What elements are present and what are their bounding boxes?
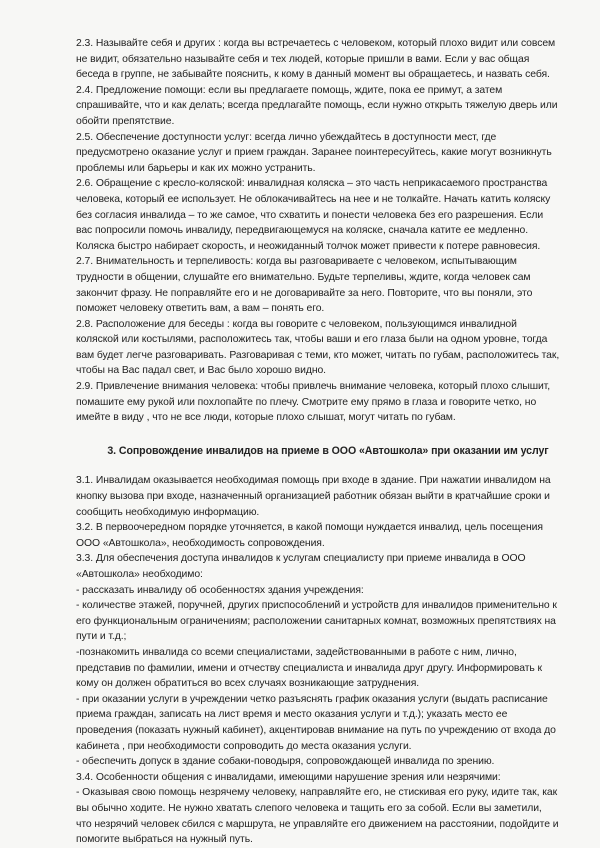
paragraph-3-4: 3.4. Особенности общения с инвалидами, имеющими нарушение зрения или незрячими: [76, 771, 501, 783]
paragraph-3-1: 3.1. Инвалидам оказывается необходимая помощь при входе в здание. При нажатии инвалидом на кнопку вызова при входе, назначенный организацией работник обязан выйти в кратчайшие сроки и сообщить необходимую информацию. [76, 475, 551, 518]
section-3-body [76, 473, 560, 847]
list-item-floors: - количестве этажей, поручней, других приспособлений и устройств для инвалидов применительно к его функциональным ограничениям; расположении санитарных комнат, возможных препятствиях на пути и т.д.; [76, 600, 557, 643]
paragraph-2-3: 2.3. Называйте себя и других : когда вы встречаетесь с человеком, который плохо видит или совсем не видит, обязательно называйте себя и тех людей, которые пришли в вами. Если у вас общая беседа в группе, не забывайте пояснить, к кому в данный момент вы обращаетесь, и назвать себя. [76, 38, 556, 81]
list-item-introduce-specialists: -познакомить инвалида со всеми специалистами, задействованными в работе с ним, лично, представив по фамилии, имени и отчеству специалиста и инвалида друг другу. Информировать к кому он должен обратиться во всех случаях возникающие затруднения. [76, 646, 542, 690]
section-3-heading: 3. Сопровождение инвалидов на приеме в ООО «Автошкола» при оказании им услуг [107, 444, 549, 457]
section-2-guidelines [76, 36, 560, 426]
list-item-guide-dog: - обеспечить допуск в здание собаки-поводыря, сопровождающей инвалида по зрению. [76, 756, 495, 768]
paragraph-3-3: 3.3. Для обеспечения доступа инвалидов к услугам специалисту при приеме инвалида в ООО «Автошкола» необходимо: [76, 553, 526, 580]
paragraph-2-9: 2.9. Привлечение внимания человека: чтобы привлечь внимание человека, который плохо слышит, помашите ему рукой или похлопайте по плечу. Смотрите ему прямо в глаза и говорите четко, но имейте в виду , что не все люди, которые плохо слышат, могут читать по губам. [76, 381, 551, 424]
paragraph-3-2: 3.2. В первоочередном порядке уточняется, в какой помощи нуждается инвалид, цель посещения ООО «Автошкола», необходимость сопровождения. [76, 522, 543, 549]
paragraph-2-6: 2.6. Обращение с кресло-коляской: инвалидная коляска – это часть неприкасаемого пространства человека, который ее использует. Не облокачивайтесь на нее и не толкайте. Начать катить коляску без согласия инвалида – то же самое, что схватить и понести человека без его разрешения. Если вас попросили помочь инвалиду, передвигающемуся на коляске, сначала катите ее медленно. Коляска быстро набирает скорость, и неожиданный толчок может привести к потере равновесия. [76, 178, 551, 252]
paragraph-2-5: 2.5. Обеспечение доступности услуг: всегда лично убеждайтесь в доступности мест, где предусмотрено оказание услуг и прием граждан. Заранее поинтересуйтесь, какие могут возникнуть проблемы или барьеры и как их можно устранить. [76, 131, 552, 174]
list-item-service-schedule: - при оказании услуги в учреждении четко разъяснять график оказания услуги (выдать расписание приема граждан, записать на лист время и место оказания услуги и т.д.); указать место ее проведения (показать нужный кабинет), акцентировав внимание на путь по учреждению от входа до кабинета , при необходимости сопроводить до места оказания услуги. [76, 693, 556, 752]
paragraph-2-8: 2.8. Расположение для беседы : когда вы говорите с человеком, пользующимся инвалидной коляской или костылями, расположитесь так, чтобы ваши и его глаза были на одном уровне, тогда вам будет легче разговаривать. Разговаривая с теми, кто может, читать по губам, расположитесь так, чтобы на Вас падал свет, и Вас было хорошо видно. [76, 318, 560, 377]
list-item-building-features: - рассказать инвалиду об особенностях здания учреждения: [76, 584, 364, 596]
list-item-blind-assistance: - Оказывая свою помощь незрячему человеку, направляйте его, не стискивая его руку, идите так, как вы обычно ходите. Не нужно хватать слепого человека и тащить его за собой. Если вы заметили, что незрячий человек сбился с маршрута, не управляйте его движением на расстоянии, подойдите и помогите выбраться на нужный путь. [76, 787, 559, 846]
paragraph-2-4: 2.4. Предложение помощи: если вы предлагаете помощь, ждите, пока ее примут, а затем спрашивайте, что и как делать; всегда предлагайте помощь, если нужно открыть тяжелую дверь или обойти препятствие. [76, 84, 558, 127]
paragraph-2-7: 2.7. Внимательность и терпеливость: когда вы разговариваете с человеком, испытывающим трудности в общении, слушайте его внимательно. Будьте терпеливы, ждите, когда человек сам закончит фразу. Не поправляйте его и не договаривайте за него. Повторите, что вы поняли, это поможет человеку ответить вам, а вам – понять его. [76, 256, 533, 315]
